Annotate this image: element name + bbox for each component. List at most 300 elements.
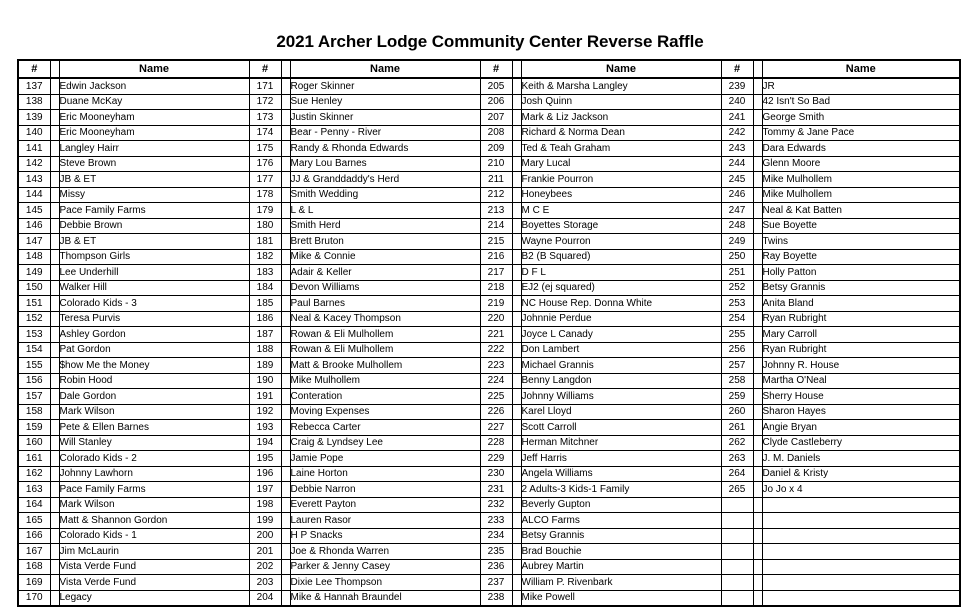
cell-spacer xyxy=(512,234,521,250)
cell-spacer xyxy=(281,296,290,312)
cell-ticket-number: 230 xyxy=(480,466,512,482)
table-row xyxy=(18,265,960,281)
cell-ticket-number: 139 xyxy=(18,110,50,126)
cell-entrant-name: Johnnie Perdue xyxy=(521,311,721,327)
cell-spacer xyxy=(281,420,290,436)
cell-spacer xyxy=(50,280,59,296)
cell-ticket-number: 238 xyxy=(480,590,512,606)
cell-spacer xyxy=(753,544,762,560)
cell-spacer xyxy=(50,528,59,544)
cell-ticket-number: 174 xyxy=(249,125,281,141)
cell-ticket-number: 200 xyxy=(249,528,281,544)
cell-spacer xyxy=(50,218,59,234)
header-name-1: Name xyxy=(59,60,249,78)
cell-entrant-name: Holly Patton xyxy=(762,265,960,281)
cell-spacer xyxy=(753,451,762,467)
header-spacer-4 xyxy=(753,60,762,78)
cell-ticket-number xyxy=(721,513,753,529)
cell-spacer xyxy=(512,575,521,591)
cell-spacer xyxy=(281,94,290,110)
table-row xyxy=(18,311,960,327)
cell-spacer xyxy=(512,203,521,219)
cell-spacer xyxy=(281,172,290,188)
cell-spacer xyxy=(50,342,59,358)
cell-spacer xyxy=(512,78,521,94)
cell-spacer xyxy=(753,280,762,296)
cell-entrant-name: Parker & Jenny Casey xyxy=(290,559,480,575)
cell-ticket-number: 197 xyxy=(249,482,281,498)
header-spacer-3 xyxy=(512,60,521,78)
cell-ticket-number: 242 xyxy=(721,125,753,141)
cell-ticket-number: 253 xyxy=(721,296,753,312)
cell-spacer xyxy=(512,513,521,529)
cell-entrant-name: Steve Brown xyxy=(59,156,249,172)
cell-entrant-name: Tommy & Jane Pace xyxy=(762,125,960,141)
cell-entrant-name: Beverly Gupton xyxy=(521,497,721,513)
cell-spacer xyxy=(50,559,59,575)
cell-entrant-name: Mike Powell xyxy=(521,590,721,606)
cell-ticket-number: 226 xyxy=(480,404,512,420)
cell-ticket-number: 205 xyxy=(480,78,512,94)
table-row xyxy=(18,420,960,436)
cell-ticket-number: 262 xyxy=(721,435,753,451)
cell-entrant-name: Pace Family Farms xyxy=(59,203,249,219)
cell-entrant-name: Aubrey Martin xyxy=(521,559,721,575)
cell-entrant-name: Mary Lucal xyxy=(521,156,721,172)
table-row xyxy=(18,451,960,467)
cell-entrant-name: Scott Carroll xyxy=(521,420,721,436)
cell-spacer xyxy=(753,234,762,250)
cell-ticket-number xyxy=(721,544,753,560)
cell-entrant-name: Frankie Pourron xyxy=(521,172,721,188)
table-row xyxy=(18,187,960,203)
cell-entrant-name: Ryan Rubright xyxy=(762,342,960,358)
cell-spacer xyxy=(50,187,59,203)
cell-ticket-number: 193 xyxy=(249,420,281,436)
cell-entrant-name: Sharon Hayes xyxy=(762,404,960,420)
cell-spacer xyxy=(753,156,762,172)
table-row xyxy=(18,110,960,126)
cell-ticket-number: 240 xyxy=(721,94,753,110)
header-number-3: # xyxy=(480,60,512,78)
cell-entrant-name: Edwin Jackson xyxy=(59,78,249,94)
cell-ticket-number: 236 xyxy=(480,559,512,575)
cell-ticket-number: 214 xyxy=(480,218,512,234)
cell-ticket-number: 169 xyxy=(18,575,50,591)
cell-ticket-number: 173 xyxy=(249,110,281,126)
cell-spacer xyxy=(753,482,762,498)
cell-ticket-number: 149 xyxy=(18,265,50,281)
cell-entrant-name: Vista Verde Fund xyxy=(59,575,249,591)
cell-entrant-name: Lee Underhill xyxy=(59,265,249,281)
cell-ticket-number: 144 xyxy=(18,187,50,203)
cell-ticket-number: 164 xyxy=(18,497,50,513)
cell-entrant-name: Ray Boyette xyxy=(762,249,960,265)
cell-ticket-number: 160 xyxy=(18,435,50,451)
cell-ticket-number: 244 xyxy=(721,156,753,172)
cell-ticket-number: 140 xyxy=(18,125,50,141)
cell-entrant-name: Boyettes Storage xyxy=(521,218,721,234)
cell-entrant-name: B2 (B Squared) xyxy=(521,249,721,265)
cell-ticket-number: 178 xyxy=(249,187,281,203)
cell-ticket-number: 206 xyxy=(480,94,512,110)
cell-entrant-name: Mike Mulhollem xyxy=(290,373,480,389)
cell-ticket-number: 168 xyxy=(18,559,50,575)
table-row xyxy=(18,528,960,544)
cell-ticket-number xyxy=(721,528,753,544)
cell-spacer xyxy=(281,528,290,544)
cell-entrant-name xyxy=(762,575,960,591)
cell-spacer xyxy=(50,327,59,343)
cell-ticket-number: 265 xyxy=(721,482,753,498)
cell-ticket-number: 145 xyxy=(18,203,50,219)
cell-ticket-number: 239 xyxy=(721,78,753,94)
cell-spacer xyxy=(753,420,762,436)
cell-spacer xyxy=(753,513,762,529)
cell-entrant-name: J. M. Daniels xyxy=(762,451,960,467)
table-row xyxy=(18,513,960,529)
cell-entrant-name: Keith & Marsha Langley xyxy=(521,78,721,94)
cell-spacer xyxy=(281,466,290,482)
cell-spacer xyxy=(50,78,59,94)
table-row xyxy=(18,94,960,110)
cell-spacer xyxy=(50,404,59,420)
cell-entrant-name: JB & ET xyxy=(59,172,249,188)
cell-spacer xyxy=(753,125,762,141)
cell-spacer xyxy=(753,528,762,544)
cell-ticket-number: 217 xyxy=(480,265,512,281)
cell-entrant-name: Karel Lloyd xyxy=(521,404,721,420)
cell-entrant-name: Johnny Williams xyxy=(521,389,721,405)
cell-spacer xyxy=(50,420,59,436)
cell-ticket-number: 138 xyxy=(18,94,50,110)
cell-entrant-name: 42 Isn't So Bad xyxy=(762,94,960,110)
cell-ticket-number: 257 xyxy=(721,358,753,374)
cell-entrant-name: Missy xyxy=(59,187,249,203)
cell-entrant-name xyxy=(762,497,960,513)
cell-entrant-name: Anita Bland xyxy=(762,296,960,312)
cell-ticket-number: 255 xyxy=(721,327,753,343)
cell-ticket-number: 220 xyxy=(480,311,512,327)
cell-spacer xyxy=(753,373,762,389)
cell-entrant-name: Mike & Connie xyxy=(290,249,480,265)
page-title: 2021 Archer Lodge Community Center Reverse Raffle xyxy=(276,32,704,51)
cell-spacer xyxy=(512,296,521,312)
cell-entrant-name: Jeff Harris xyxy=(521,451,721,467)
cell-spacer xyxy=(50,265,59,281)
cell-spacer xyxy=(512,497,521,513)
header-number-4: # xyxy=(721,60,753,78)
cell-spacer xyxy=(50,466,59,482)
cell-ticket-number: 222 xyxy=(480,342,512,358)
cell-ticket-number: 228 xyxy=(480,435,512,451)
cell-entrant-name: Conteration xyxy=(290,389,480,405)
cell-entrant-name: Jim McLaurin xyxy=(59,544,249,560)
cell-ticket-number: 221 xyxy=(480,327,512,343)
cell-spacer xyxy=(281,265,290,281)
cell-ticket-number: 150 xyxy=(18,280,50,296)
cell-spacer xyxy=(512,404,521,420)
cell-spacer xyxy=(50,575,59,591)
cell-ticket-number: 210 xyxy=(480,156,512,172)
cell-spacer xyxy=(753,389,762,405)
cell-spacer xyxy=(50,249,59,265)
cell-spacer xyxy=(50,497,59,513)
cell-spacer xyxy=(281,590,290,606)
cell-ticket-number: 207 xyxy=(480,110,512,126)
cell-ticket-number: 202 xyxy=(249,559,281,575)
cell-spacer xyxy=(512,358,521,374)
table-row xyxy=(18,435,960,451)
cell-ticket-number: 250 xyxy=(721,249,753,265)
cell-ticket-number: 225 xyxy=(480,389,512,405)
cell-entrant-name: Ashley Gordon xyxy=(59,327,249,343)
cell-entrant-name: Debbie Narron xyxy=(290,482,480,498)
cell-entrant-name: Sue Boyette xyxy=(762,218,960,234)
cell-entrant-name: Mike & Hannah Braundel xyxy=(290,590,480,606)
cell-ticket-number: 259 xyxy=(721,389,753,405)
cell-ticket-number: 247 xyxy=(721,203,753,219)
cell-spacer xyxy=(512,451,521,467)
cell-spacer xyxy=(50,482,59,498)
cell-ticket-number: 195 xyxy=(249,451,281,467)
cell-entrant-name: Jo Jo x 4 xyxy=(762,482,960,498)
cell-ticket-number: 216 xyxy=(480,249,512,265)
cell-spacer xyxy=(281,280,290,296)
cell-ticket-number: 199 xyxy=(249,513,281,529)
cell-ticket-number: 254 xyxy=(721,311,753,327)
cell-spacer xyxy=(753,311,762,327)
cell-entrant-name: Pat Gordon xyxy=(59,342,249,358)
cell-entrant-name: Duane McKay xyxy=(59,94,249,110)
cell-ticket-number: 184 xyxy=(249,280,281,296)
cell-ticket-number xyxy=(721,575,753,591)
cell-ticket-number: 146 xyxy=(18,218,50,234)
table-row xyxy=(18,218,960,234)
cell-spacer xyxy=(281,575,290,591)
cell-entrant-name: Clyde Castleberry xyxy=(762,435,960,451)
cell-entrant-name: Lauren Rasor xyxy=(290,513,480,529)
cell-spacer xyxy=(281,249,290,265)
cell-spacer xyxy=(753,435,762,451)
table-row xyxy=(18,466,960,482)
cell-entrant-name: $how Me the Money xyxy=(59,358,249,374)
cell-entrant-name: Vista Verde Fund xyxy=(59,559,249,575)
cell-spacer xyxy=(50,125,59,141)
cell-ticket-number: 208 xyxy=(480,125,512,141)
cell-ticket-number: 141 xyxy=(18,141,50,157)
cell-entrant-name: Walker Hill xyxy=(59,280,249,296)
cell-spacer xyxy=(753,342,762,358)
cell-spacer xyxy=(50,513,59,529)
cell-ticket-number: 227 xyxy=(480,420,512,436)
cell-entrant-name: Joyce L Canady xyxy=(521,327,721,343)
cell-ticket-number: 161 xyxy=(18,451,50,467)
cell-ticket-number xyxy=(721,590,753,606)
cell-spacer xyxy=(281,327,290,343)
cell-ticket-number: 171 xyxy=(249,78,281,94)
cell-ticket-number: 212 xyxy=(480,187,512,203)
cell-ticket-number: 189 xyxy=(249,358,281,374)
cell-entrant-name: Mary Carroll xyxy=(762,327,960,343)
cell-spacer xyxy=(512,156,521,172)
cell-entrant-name: D F L xyxy=(521,265,721,281)
cell-spacer xyxy=(50,435,59,451)
cell-spacer xyxy=(50,172,59,188)
cell-entrant-name: Laine Horton xyxy=(290,466,480,482)
table-row xyxy=(18,497,960,513)
cell-ticket-number xyxy=(721,559,753,575)
cell-spacer xyxy=(281,513,290,529)
cell-spacer xyxy=(281,311,290,327)
cell-spacer xyxy=(753,110,762,126)
cell-entrant-name: Angela Williams xyxy=(521,466,721,482)
cell-ticket-number: 172 xyxy=(249,94,281,110)
cell-ticket-number xyxy=(721,497,753,513)
cell-ticket-number: 264 xyxy=(721,466,753,482)
cell-spacer xyxy=(753,404,762,420)
cell-ticket-number: 157 xyxy=(18,389,50,405)
cell-entrant-name: Wayne Pourron xyxy=(521,234,721,250)
table-row xyxy=(18,249,960,265)
table-row xyxy=(18,156,960,172)
cell-ticket-number: 231 xyxy=(480,482,512,498)
table-header xyxy=(18,60,960,78)
table-row xyxy=(18,342,960,358)
cell-spacer xyxy=(753,466,762,482)
table-row xyxy=(18,404,960,420)
cell-ticket-number: 188 xyxy=(249,342,281,358)
cell-spacer xyxy=(281,187,290,203)
cell-spacer xyxy=(281,218,290,234)
cell-ticket-number: 137 xyxy=(18,78,50,94)
cell-spacer xyxy=(512,466,521,482)
cell-entrant-name: Robin Hood xyxy=(59,373,249,389)
cell-entrant-name: Rowan & Eli Mulhollem xyxy=(290,342,480,358)
cell-entrant-name: Jamie Pope xyxy=(290,451,480,467)
cell-spacer xyxy=(753,559,762,575)
cell-spacer xyxy=(50,358,59,374)
cell-spacer xyxy=(50,203,59,219)
cell-entrant-name: Mark Wilson xyxy=(59,497,249,513)
header-spacer-1 xyxy=(50,60,59,78)
cell-spacer xyxy=(50,234,59,250)
cell-spacer xyxy=(281,78,290,94)
cell-ticket-number: 209 xyxy=(480,141,512,157)
cell-ticket-number: 153 xyxy=(18,327,50,343)
cell-entrant-name: Ted & Teah Graham xyxy=(521,141,721,157)
cell-entrant-name: Daniel & Kristy xyxy=(762,466,960,482)
cell-spacer xyxy=(753,78,762,94)
cell-spacer xyxy=(50,296,59,312)
cell-entrant-name: Mark & Liz Jackson xyxy=(521,110,721,126)
cell-spacer xyxy=(753,249,762,265)
cell-entrant-name xyxy=(762,590,960,606)
cell-ticket-number: 248 xyxy=(721,218,753,234)
cell-entrant-name: Mary Lou Barnes xyxy=(290,156,480,172)
table-row xyxy=(18,172,960,188)
cell-entrant-name: Craig & Lyndsey Lee xyxy=(290,435,480,451)
table-body xyxy=(18,78,960,606)
cell-spacer xyxy=(512,544,521,560)
table-row xyxy=(18,389,960,405)
table-row xyxy=(18,575,960,591)
cell-entrant-name: Justin Skinner xyxy=(290,110,480,126)
cell-spacer xyxy=(512,373,521,389)
cell-entrant-name xyxy=(762,544,960,560)
cell-ticket-number: 256 xyxy=(721,342,753,358)
cell-ticket-number: 165 xyxy=(18,513,50,529)
cell-entrant-name: Thompson Girls xyxy=(59,249,249,265)
cell-spacer xyxy=(512,187,521,203)
cell-spacer xyxy=(281,342,290,358)
cell-spacer xyxy=(50,451,59,467)
cell-ticket-number: 219 xyxy=(480,296,512,312)
cell-ticket-number: 181 xyxy=(249,234,281,250)
cell-entrant-name: Sherry House xyxy=(762,389,960,405)
cell-ticket-number: 158 xyxy=(18,404,50,420)
header-name-2: Name xyxy=(290,60,480,78)
cell-ticket-number: 198 xyxy=(249,497,281,513)
cell-ticket-number: 163 xyxy=(18,482,50,498)
table-row xyxy=(18,141,960,157)
cell-spacer xyxy=(281,358,290,374)
cell-entrant-name: Moving Expenses xyxy=(290,404,480,420)
cell-entrant-name: Sue Henley xyxy=(290,94,480,110)
cell-spacer xyxy=(281,110,290,126)
cell-ticket-number: 177 xyxy=(249,172,281,188)
cell-ticket-number: 148 xyxy=(18,249,50,265)
cell-entrant-name: Rebecca Carter xyxy=(290,420,480,436)
cell-entrant-name: H P Snacks xyxy=(290,528,480,544)
cell-entrant-name: Devon Williams xyxy=(290,280,480,296)
cell-ticket-number: 185 xyxy=(249,296,281,312)
cell-ticket-number: 261 xyxy=(721,420,753,436)
cell-entrant-name: Rowan & Eli Mulhollem xyxy=(290,327,480,343)
cell-entrant-name: ALCO Farms xyxy=(521,513,721,529)
cell-spacer xyxy=(753,497,762,513)
raffle-table-container xyxy=(17,59,958,607)
cell-entrant-name: M C E xyxy=(521,203,721,219)
table-row xyxy=(18,125,960,141)
cell-spacer xyxy=(281,559,290,575)
cell-spacer xyxy=(512,590,521,606)
cell-entrant-name: Matt & Brooke Mulhollem xyxy=(290,358,480,374)
cell-entrant-name: Martha O'Neal xyxy=(762,373,960,389)
cell-entrant-name xyxy=(762,513,960,529)
cell-ticket-number: 201 xyxy=(249,544,281,560)
cell-spacer xyxy=(281,234,290,250)
cell-spacer xyxy=(281,389,290,405)
table-row xyxy=(18,78,960,94)
cell-ticket-number: 229 xyxy=(480,451,512,467)
cell-spacer xyxy=(50,373,59,389)
cell-entrant-name: JB & ET xyxy=(59,234,249,250)
cell-spacer xyxy=(512,141,521,157)
cell-entrant-name: Colorado Kids - 2 xyxy=(59,451,249,467)
cell-spacer xyxy=(281,544,290,560)
cell-ticket-number: 155 xyxy=(18,358,50,374)
cell-spacer xyxy=(281,497,290,513)
cell-entrant-name: Brad Bouchie xyxy=(521,544,721,560)
cell-ticket-number: 218 xyxy=(480,280,512,296)
cell-ticket-number: 152 xyxy=(18,311,50,327)
cell-entrant-name: Smith Wedding xyxy=(290,187,480,203)
cell-entrant-name: Mike Mulhollem xyxy=(762,172,960,188)
cell-spacer xyxy=(512,435,521,451)
cell-ticket-number: 213 xyxy=(480,203,512,219)
cell-entrant-name: Teresa Purvis xyxy=(59,311,249,327)
